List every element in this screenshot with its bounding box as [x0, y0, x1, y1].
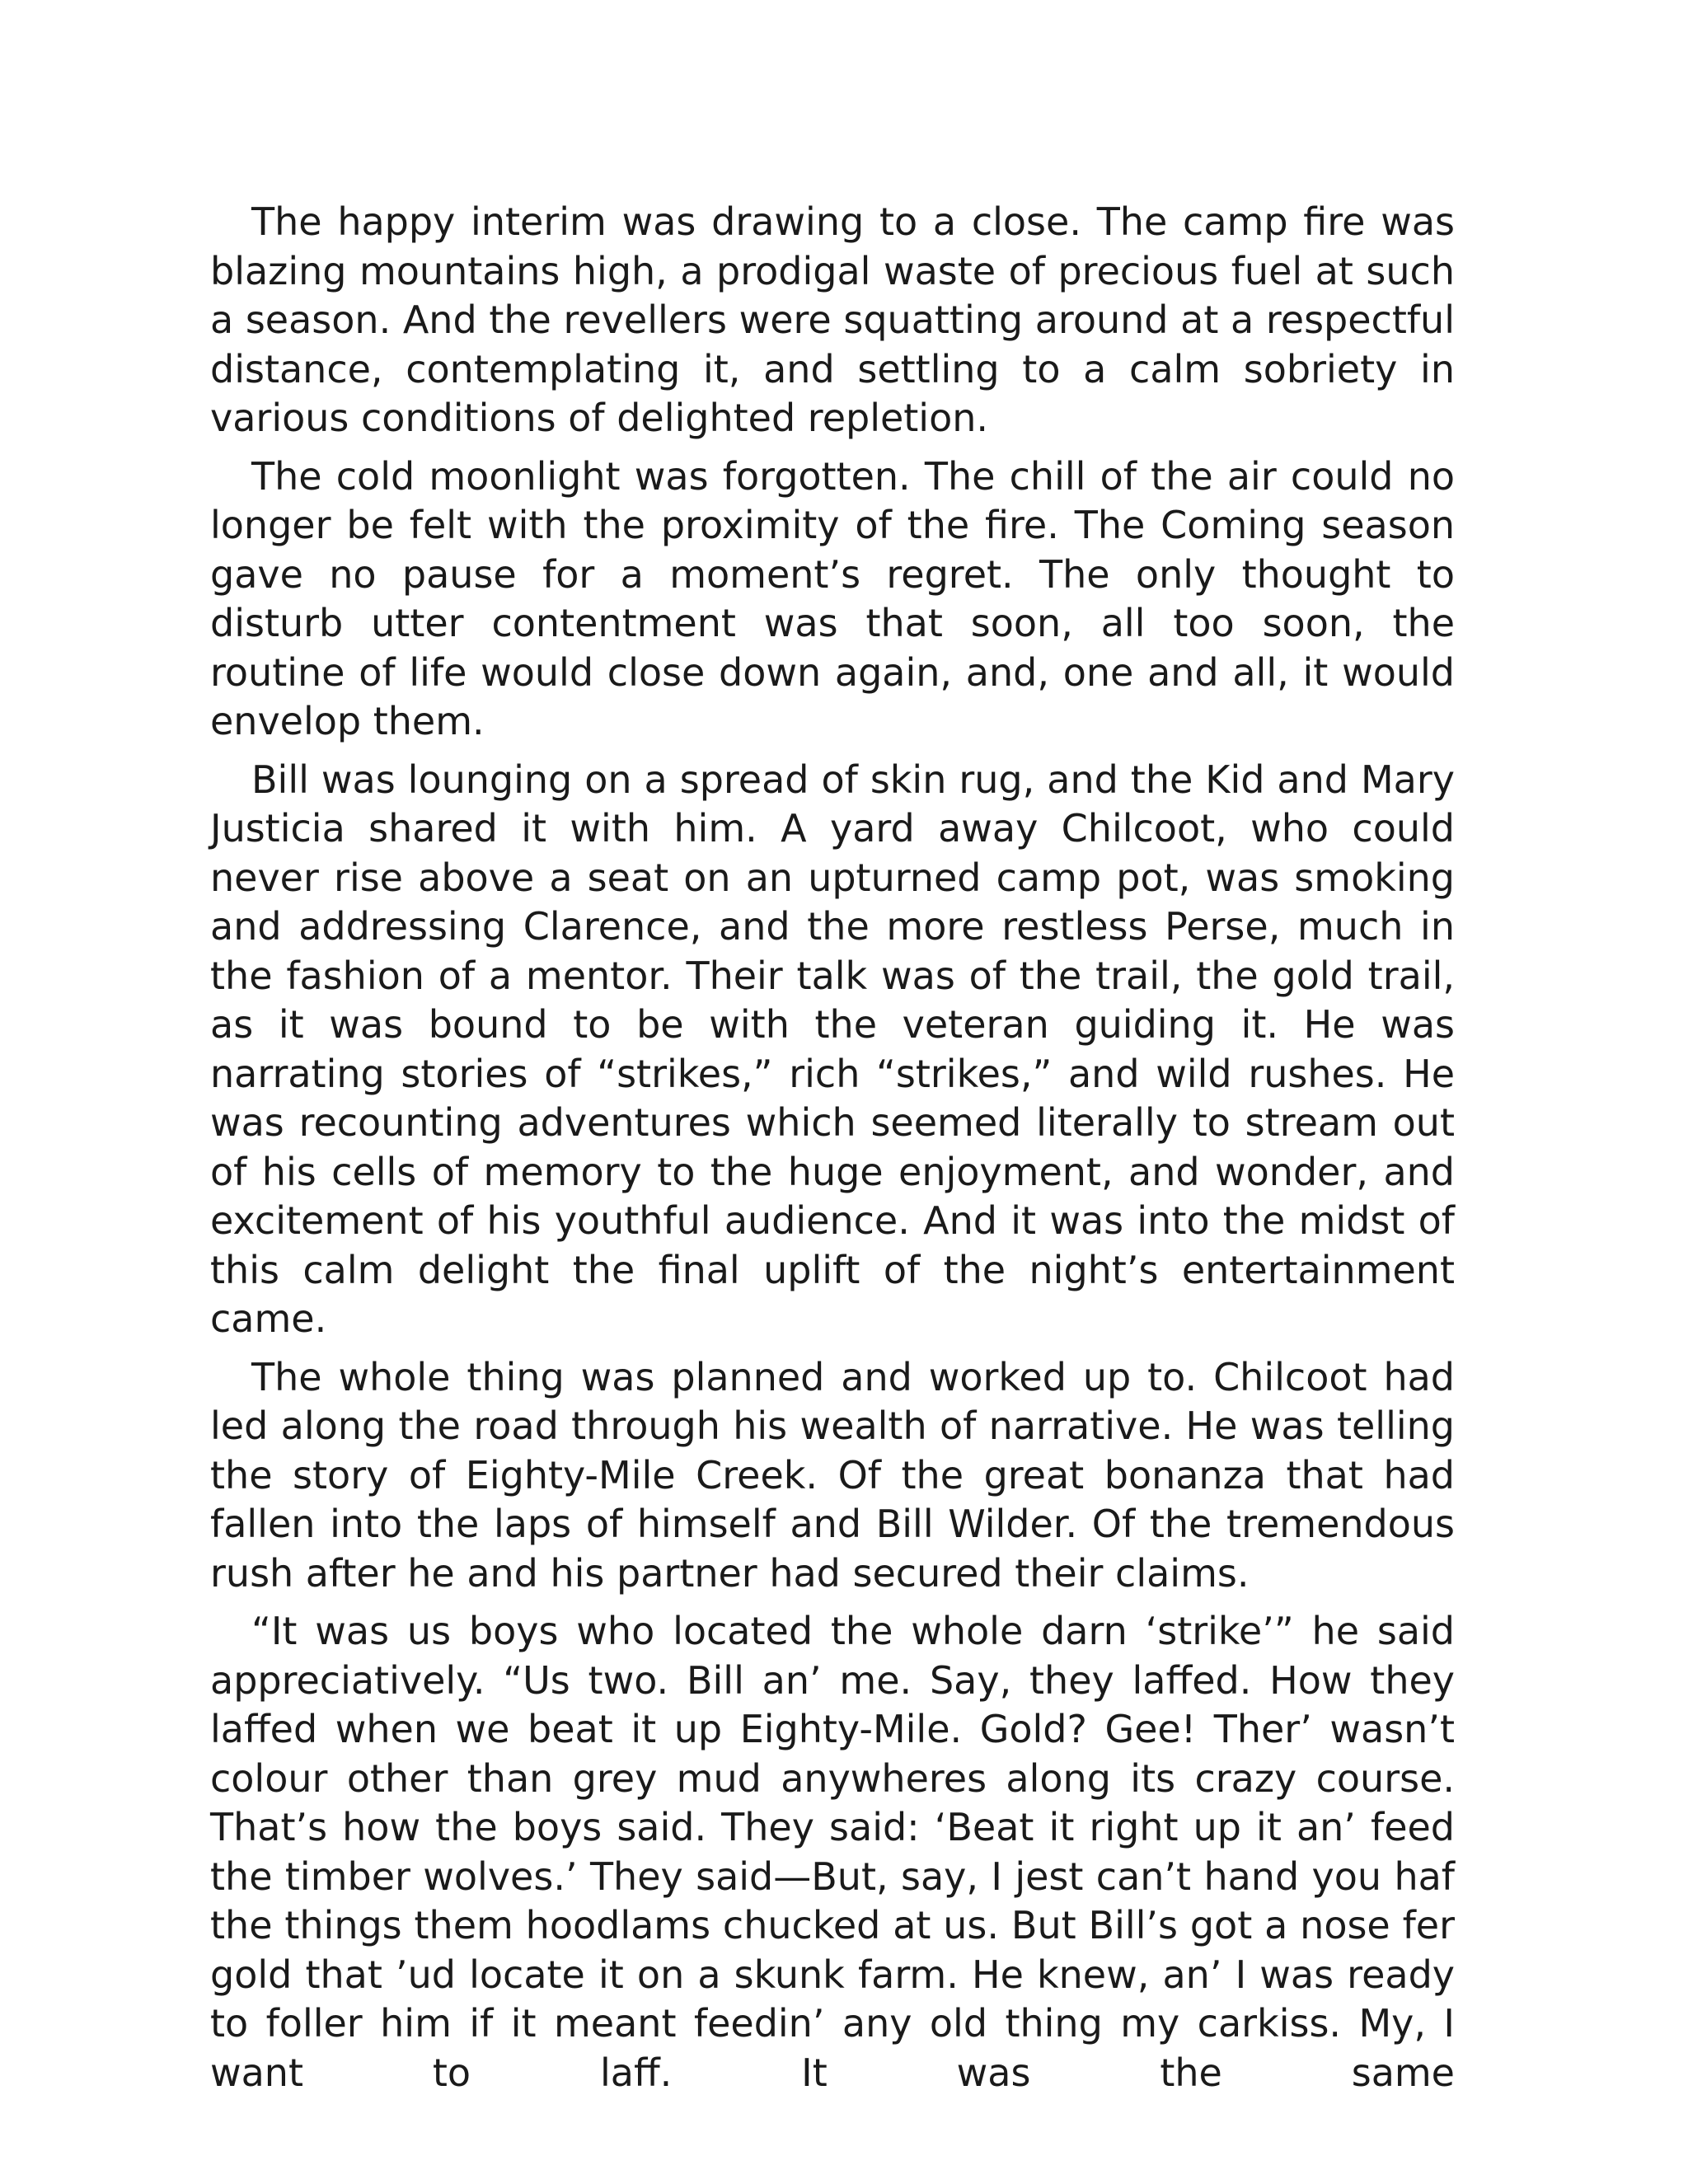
paragraph-4: The whole thing was planned and worked up to. Chilcoot had led along the road through his wealth of narrative. He was telling the story of Eighty-Mile Creek. Of the great bonanza that had fallen into the laps of himself and Bill Wilder. Of the tremendous rush after he and his partner had secured their claims. — [210, 1354, 1455, 1596]
paragraph-2: The cold moonlight was forgotten. The chill of the air could no longer be felt with the proximity of the fire. The Coming season gave no pause for a moment’s regret. The only thought to disturb utter contentment was that soon, all too soon, the routine of life would close down again, and, one and all, it would envelop them. — [210, 453, 1455, 743]
paragraph-3: Bill was lounging on a spread of skin rug, and the Kid and Mary Justicia shared it with him. A yard away Chilcoot, who could never rise above a seat on an upturned camp pot, was smoking and addressing Clarence, and the more restless Perse, much in the fashion of a mentor. Their talk was of the trail, the gold trail, as it was bound to be with the veteran guiding it. He was narrating stories of “strikes,” rich “strikes,” and wild rushes. He was recounting adventures which seemed literally to stream out of his cells of memory to the huge enjoyment, and wonder, and excitement of his youthful audience. And it was into the midst of this calm delight the final uplift of the night’s entertainment came. — [210, 757, 1455, 1341]
paragraph-5: “It was us boys who located the whole darn ‘strike’” he said appreciatively. “Us two. Bill an’ me. Say, they laffed. How they laffed when we beat it up Eighty-Mile. Gold? Gee! Ther’ wasn’t colour other than grey mud anywheres along its crazy course. That’s how the boys said. They said: ‘Beat it right up it an’ feed the timber wolves.’ They said—But, say, I jest can’t hand you haf the things them hoodlams chucked at us. But Bill’s got a nose fer gold that ’ud locate it on a skunk farm. He knew, an’ I was ready to foller him if it meant feedin’ any old thing my carkiss. My, I want to laff. It was the same — [210, 1609, 1455, 2095]
paragraph-1: The happy interim was drawing to a close. The camp fire was blazing mountains high, a prodigal waste of precious fuel at such a season. And the revellers were squatting around at a respectful distance, contemplating it, and settling to a calm sobriety in various conditions of delighted repletion. — [210, 199, 1455, 440]
body-text — [210, 198, 1455, 2107]
